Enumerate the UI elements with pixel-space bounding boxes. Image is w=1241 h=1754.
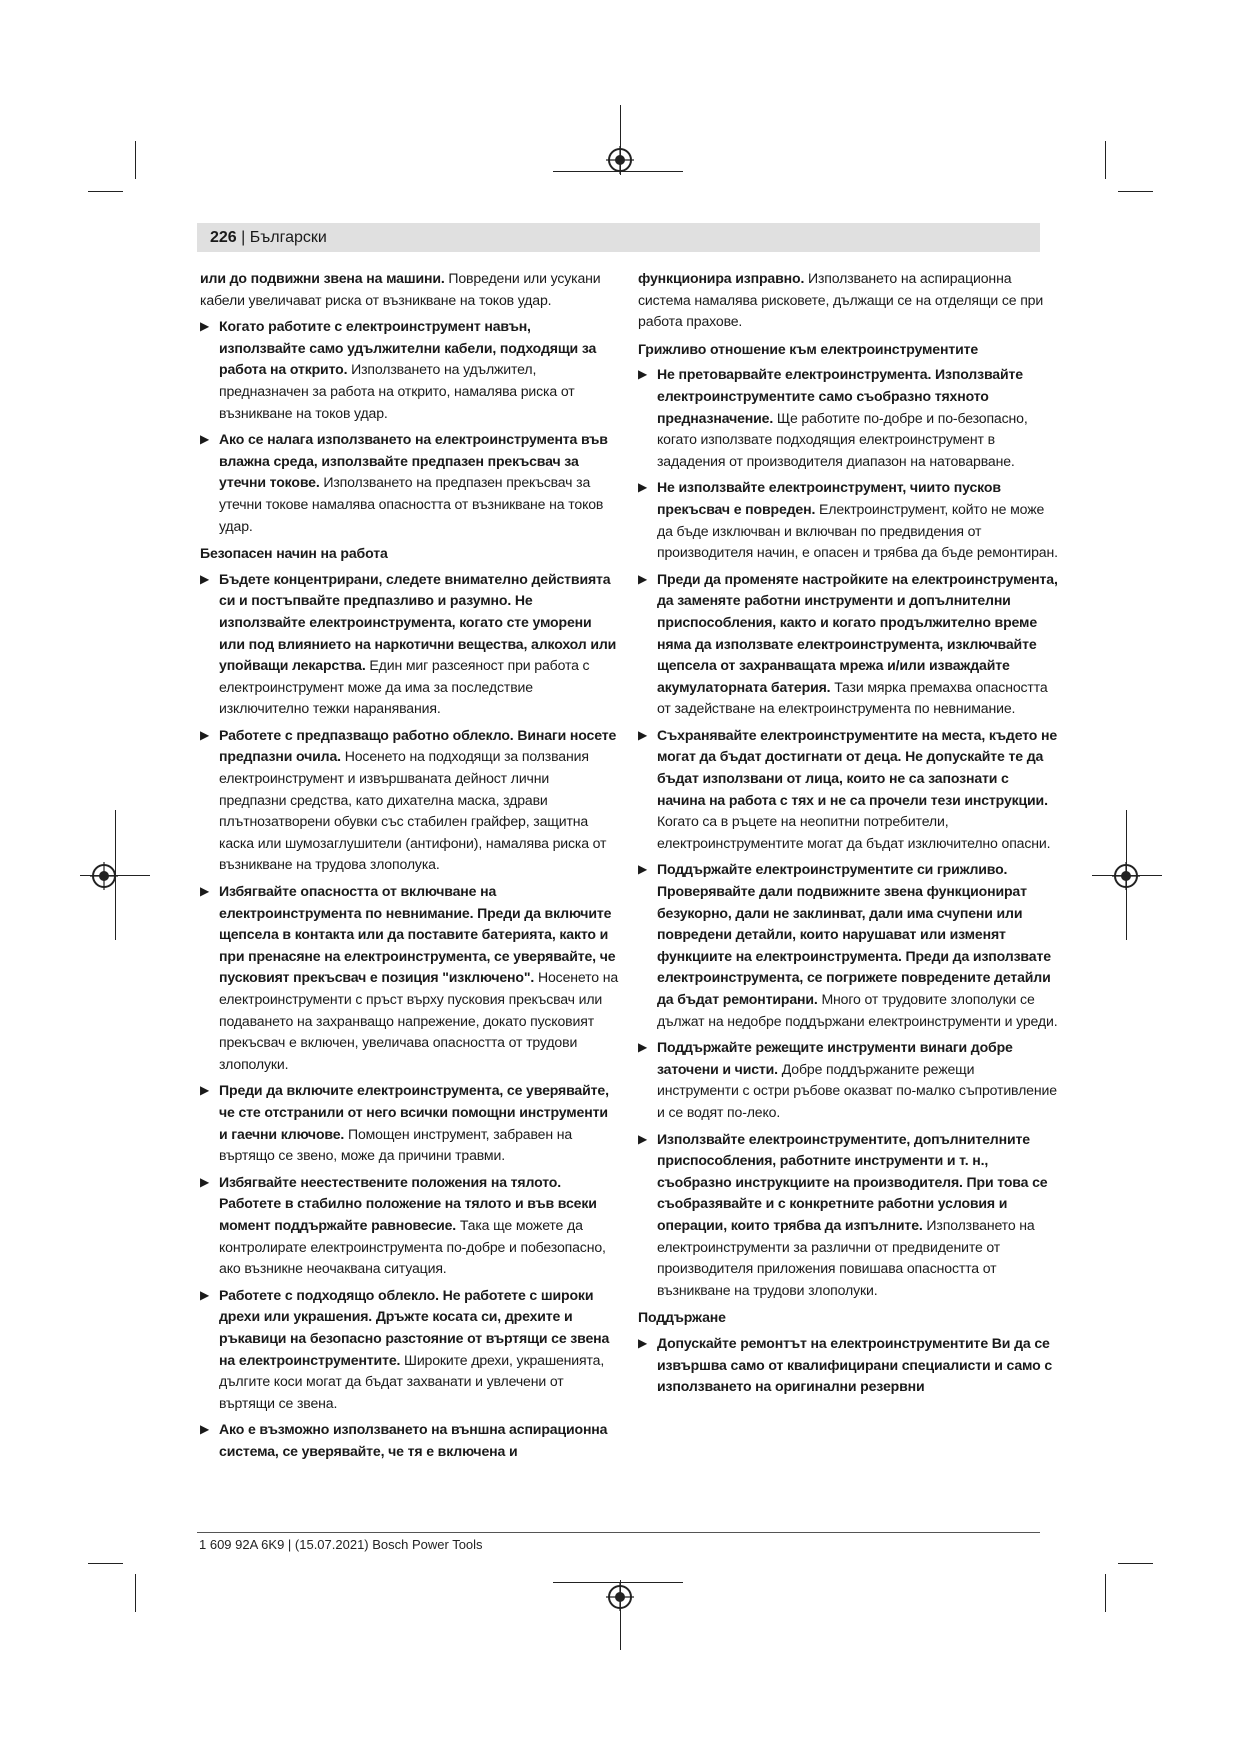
crop-mark bbox=[1105, 1574, 1106, 1612]
safety-instruction bbox=[638, 1129, 1058, 1302]
instruction-bold-text: Преди да променяте настройките на електроинструмента, да заменяте работни инструменти и допълнителни приспособления, както и когато продължително време няма да използвате електроинструмента, изключвайте щепсела от захранващата мрежа и/или изваждайте акумулаторната батерия. bbox=[657, 570, 1058, 695]
paragraph bbox=[638, 268, 1058, 333]
safety-instruction bbox=[200, 881, 620, 1075]
left-column bbox=[200, 268, 620, 1467]
footer: 1 609 92A 6K9 | (15.07.2021) Bosch Power Tools bbox=[199, 1537, 483, 1552]
instruction-bold-text: Работете с подходящо облекло. Не работете с широки дрехи или украшения. Дръжте косата си, дрехите и ръкавици на безопасно разстояние от въртящи се звена на електроинструментите. bbox=[219, 1286, 610, 1368]
bullet-arrow-icon: ▶ bbox=[200, 1083, 210, 1098]
instruction-explanation: Много от трудовите злополуки се дължат на недобре поддържани електроинструменти и уреди. bbox=[657, 991, 1058, 1029]
instruction-bold-text: Преди да включите електроинструмента, се уверявайте, че сте отстранили от него всички помощни инструменти и гаечни ключове. bbox=[219, 1082, 609, 1142]
instruction-explanation: Ще работите по-добре и по-безопасно, когато използвате подходящия електроинструмент в зададения от производителя диапазон на натоварване. bbox=[657, 409, 1028, 469]
instruction-bold-text: Избягвайте опасността от включване на електроинструмента по невнимание. Преди да включите щепсела в контакта или да поставите батерията, както и при пренасяне на електроинструмента, се уверявайте, че пусковият прекъсвач е позиция "изключено". bbox=[219, 883, 616, 986]
crop-mark bbox=[88, 1563, 123, 1564]
safety-instruction bbox=[638, 859, 1058, 1032]
crop-mark bbox=[135, 1574, 136, 1612]
safety-instruction bbox=[638, 1037, 1058, 1123]
bullet-arrow-icon: ▶ bbox=[200, 727, 210, 742]
instruction-explanation: Носенето на подходящи за ползвания електроинструмент и извършваната дейност лични предпазни средства, като дихателна маска, здрави плътнозатворени обувки със стабилен грайфер, защитна каска или шумозаглушители (антифони), намалява риска от възникване на трудова злополука. bbox=[219, 748, 607, 873]
safety-instruction bbox=[200, 429, 620, 537]
header-separator: | bbox=[241, 229, 246, 246]
instruction-explanation: Използването на електроинструменти за различни от предвидените от производителя приложения повишава опасността от възникване на трудови злополуки. bbox=[657, 1216, 1035, 1298]
bullet-arrow-icon: ▶ bbox=[200, 432, 210, 447]
safety-instruction bbox=[638, 477, 1058, 563]
safety-instruction bbox=[638, 569, 1058, 720]
section-heading: Безопасен начин на работа bbox=[200, 545, 388, 562]
safety-instruction bbox=[200, 1080, 620, 1166]
crop-mark bbox=[1118, 191, 1153, 192]
instruction-explanation: Повредени или усукани кабели увеличават риска от възникване на токов удар. bbox=[200, 270, 601, 308]
crop-mark bbox=[1118, 1563, 1153, 1564]
bullet-arrow-icon: ▶ bbox=[200, 1174, 210, 1189]
section-heading: Грижливо отношение към електроинструментите bbox=[638, 340, 979, 357]
instruction-explanation: Използването на удължител, предназначен за работа на открито, намалява риска от възникване на токов удар. bbox=[219, 361, 575, 421]
instruction-bold-text: Когато работите с електроинструмент навън, използвайте само удължителни кабели, подходящи за работа на открито. bbox=[219, 318, 597, 378]
instruction-bold-text: Съхранявайте електроинструментите на места, където не могат да бъдат достигнати от деца. Не допускайте те да бъдат използвани от лица, които не са запознати с начина на работа с тях и не са прочели тези инструкции. bbox=[657, 726, 1058, 808]
bullet-arrow-icon: ▶ bbox=[638, 1131, 648, 1146]
instruction-bold-text: функционира изправно. bbox=[638, 270, 805, 286]
bullet-arrow-icon: ▶ bbox=[638, 571, 648, 586]
bullet-arrow-icon: ▶ bbox=[200, 319, 210, 334]
safety-instruction bbox=[200, 725, 620, 876]
instruction-explanation: Носенето на електроинструменти с пръст върху пусковия прекъсвач или подаването на захранващо напрежение, докато пусковият прекъсвач е включен, увеличава опасността от трудови злополуки. bbox=[219, 969, 619, 1072]
instruction-explanation: Електроинструмент, който не може да бъде изключван и включван по предвидения от производителя начин, е опасен и трябва да бъде ремонтиран. bbox=[657, 500, 1058, 561]
instruction-explanation: Използването на предпазен прекъсвач за утечни токове намалява опасността от възникване на токов удар. bbox=[219, 474, 604, 534]
instruction-explanation: Един миг разсеяност при работа с електроинструмент може да има за последствие изключително тежки наранявания. bbox=[219, 657, 590, 717]
safety-instruction bbox=[200, 1285, 620, 1415]
bullet-arrow-icon: ▶ bbox=[638, 727, 648, 742]
instruction-bold-text: Не претоварвайте електроинструмента. Използвайте електроинструментите само съобразно тяхното предназначение. bbox=[657, 366, 1023, 426]
bullet-arrow-icon: ▶ bbox=[638, 1040, 648, 1055]
safety-instruction bbox=[638, 725, 1058, 855]
instruction-bold-text: Поддържайте електроинструментите си грижливо. Проверявайте дали подвижните звена функционират безукорно, дали не заклинват, дали има счупени или повредени детайли, които нарушават или изменят функциите на електроинструмента. Преди да използвате електроинструмента, се погрижете повредените детайли да бъдат ремонтирани. bbox=[657, 861, 1051, 1007]
instruction-bold-text: Ако е възможно използването на външна аспирационна система, се уверявайте, че тя е включена и bbox=[219, 1421, 608, 1459]
safety-instruction bbox=[200, 316, 620, 424]
instruction-bold-text: Ако се налага използването на електроинструмента във влажна среда, използвайте предпазен прекъсвач за утечни токове. bbox=[219, 431, 608, 491]
instruction-bold-text: Работете с предпазващо работно облекло. Винаги носете предпазни очила. bbox=[219, 726, 617, 765]
instruction-bold-text: Не използвайте електроинструмент, чиито пусков прекъсвач е повреден. bbox=[657, 479, 1001, 517]
registration-mark-icon bbox=[90, 862, 118, 890]
safety-instruction bbox=[638, 364, 1058, 472]
instruction-bold-text: Избягвайте неестествените положения на тялото. Работете в стабилно положение на тялото и във всеки момент поддържайте равновесие. bbox=[219, 1173, 597, 1233]
bullet-arrow-icon: ▶ bbox=[638, 480, 648, 495]
instruction-explanation: Помощен инструмент, забравен на въртящо се звено, може да причини травми. bbox=[219, 1125, 573, 1164]
registration-mark-icon bbox=[606, 1583, 634, 1611]
safety-instruction bbox=[200, 1172, 620, 1280]
instruction-explanation: Когато са в ръцете на неопитни потребители, електроинструментите могат да бъдат изключително опасни. bbox=[657, 813, 1051, 851]
instruction-explanation: Добре поддържаните режещи инструменти с остри ръбове оказват по-малко съпротивление и се водят по-леко. bbox=[657, 1060, 1057, 1120]
instruction-explanation: Така ще можете да контролирате електроинструмента по-добре и побезопасно, ако възникне неочаквана ситуация. bbox=[219, 1216, 606, 1277]
instruction-explanation: Използването на аспирационна система намалява рисковете, дължащи се на отделящи се при работа прахове. bbox=[638, 270, 1044, 330]
page-number: 226 bbox=[210, 229, 237, 246]
safety-instruction bbox=[638, 1333, 1058, 1398]
paragraph bbox=[200, 268, 620, 311]
crop-mark bbox=[135, 141, 136, 179]
safety-instruction bbox=[200, 1419, 620, 1462]
bullet-arrow-icon: ▶ bbox=[200, 1287, 210, 1302]
instruction-explanation: Тази мярка премахва опасността от задействане на електроинструмента по невнимание. bbox=[657, 678, 1048, 717]
bullet-arrow-icon: ▶ bbox=[200, 884, 210, 899]
footer-rule bbox=[197, 1532, 1040, 1533]
instruction-bold-text: Използвайте електроинструментите, допълнителните приспособления, работните инструменти и т. н., съобразно инструкциите на производителя. При това се съобразявайте и с конкретните работни условия и операции, които трябва да изпълните. bbox=[657, 1130, 1048, 1233]
instruction-bold-text: Допускайте ремонтът на електроинструментите Ви да се извършва само от квалифицирани специалисти и само с използването на оригинални резервни bbox=[657, 1334, 1053, 1395]
section-heading: Поддържане bbox=[638, 1309, 726, 1326]
registration-mark-icon bbox=[1112, 862, 1140, 890]
bullet-arrow-icon: ▶ bbox=[200, 571, 210, 586]
safety-instruction bbox=[200, 569, 620, 720]
instruction-bold-text: Поддържайте режещите инструменти винаги добре заточени и чисти. bbox=[657, 1039, 1013, 1077]
right-column bbox=[638, 268, 1058, 1403]
instruction-explanation: Широките дрехи, украшенията, дългите коси могат да бъдат захванати и увлечени от въртящи се звена. bbox=[219, 1351, 605, 1411]
header-language: Български bbox=[249, 229, 327, 246]
crop-mark bbox=[1105, 141, 1106, 179]
bullet-arrow-icon: ▶ bbox=[638, 862, 648, 877]
instruction-bold-text: или до подвижни звена на машини. bbox=[200, 270, 445, 286]
instruction-bold-text: Бъдете концентрирани, следете внимателно действията си и постъпвайте предпазливо и разумно. Не използвайте електроинструмента, когато сте уморени или под влиянието на наркотични вещества, алкохол или упойващи лекарства. bbox=[219, 570, 617, 674]
bullet-arrow-icon: ▶ bbox=[638, 1335, 648, 1350]
bullet-arrow-icon: ▶ bbox=[200, 1422, 210, 1437]
crop-mark bbox=[88, 191, 123, 192]
page-header bbox=[210, 227, 327, 249]
bullet-arrow-icon: ▶ bbox=[638, 367, 648, 382]
registration-mark-icon bbox=[606, 146, 634, 174]
